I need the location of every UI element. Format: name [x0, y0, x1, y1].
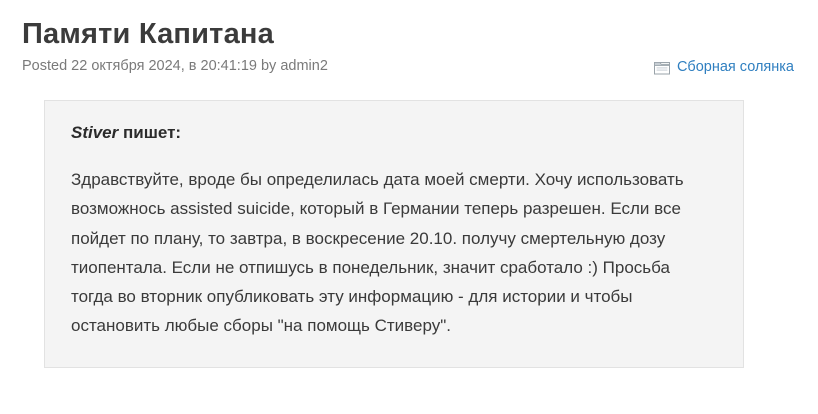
- quote-author-name: Stiver: [71, 123, 119, 143]
- quote-block: [44, 100, 744, 367]
- quote-text: Здравствуйте, вроде бы определилась дата моей смерти. Хочу использовать возможнось assisted suicide, который в Германии теперь разрешен. Если все пойдет по плану, то завтра, в воскресение 20.10. получу смертельную дозу тиопентала. Если не отпишусь в понедельник, значит сработало :) Просьба тогда во вторник опубликовать эту информацию - для истории и чтобы остановить любые сборы "на помощь Стиверу".: [71, 170, 684, 336]
- post-category[interactable]: [654, 59, 794, 75]
- page-title: Памяти Капитана: [22, 18, 274, 50]
- post-meta-row: [22, 57, 796, 76]
- quote-author-line: [71, 123, 717, 143]
- post-meta: Posted 22 октября 2024, в 20:41:19 by admin2: [22, 58, 328, 75]
- quote-says-label: пишет:: [118, 123, 182, 143]
- folder-icon: [654, 61, 670, 75]
- category-link[interactable]: Сборная солянка: [676, 58, 794, 75]
